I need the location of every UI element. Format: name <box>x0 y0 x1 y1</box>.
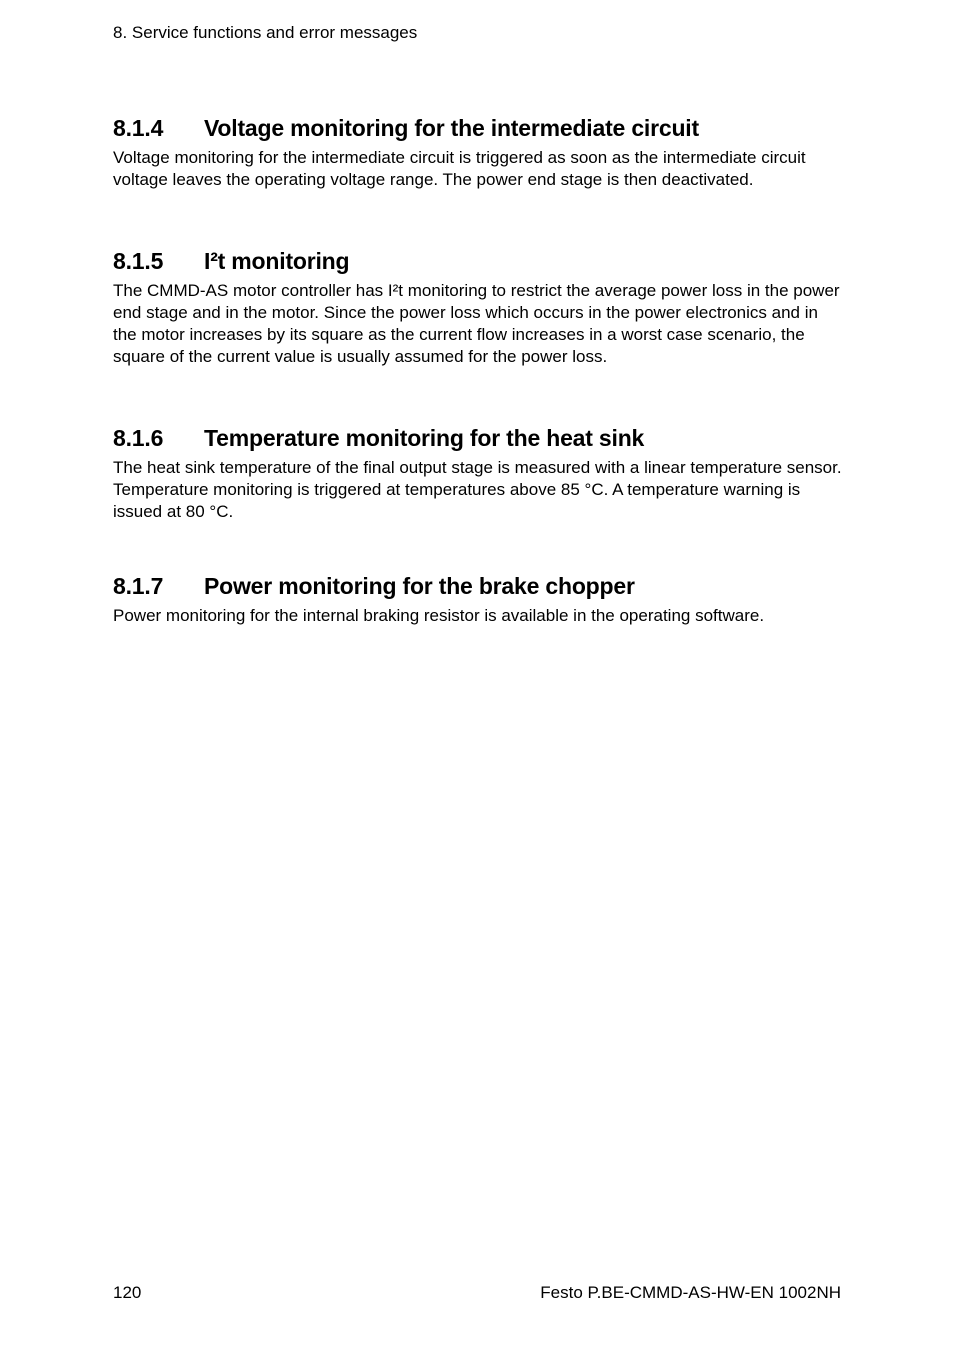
section-number: 8.1.4 <box>113 115 164 141</box>
running-header: 8. Service functions and error messages <box>113 23 418 42</box>
section-number: 8.1.7 <box>113 573 164 599</box>
section-heading <box>113 113 843 143</box>
section-title: Power monitoring for the brake chopper <box>204 573 635 599</box>
page-number: 120 <box>113 1283 142 1302</box>
section-heading <box>113 571 843 601</box>
section-number: 8.1.5 <box>113 248 164 274</box>
section-number: 8.1.6 <box>113 425 164 451</box>
section-title: I²t monitoring <box>204 248 350 274</box>
section-body: Power monitoring for the internal braking resistor is available in the operating software. <box>113 606 765 625</box>
document-id: Festo P.BE-CMMD-AS-HW-EN 1002NH <box>540 1283 841 1302</box>
section-8-1-5 <box>113 246 843 368</box>
section-body: The heat sink temperature of the final output stage is measured with a linear temperature sensor. Temperature monitoring is triggered at temperatures above 85 °C. A temperature warning is issued at 80 °C. <box>113 458 842 521</box>
section-8-1-6 <box>113 423 843 523</box>
section-title: Voltage monitoring for the intermediate circuit <box>204 115 699 141</box>
section-8-1-4 <box>113 113 843 191</box>
section-heading <box>113 246 843 276</box>
section-8-1-7 <box>113 571 843 627</box>
section-heading <box>113 423 843 453</box>
section-body: Voltage monitoring for the intermediate circuit is triggered as soon as the intermediate circuit voltage leaves the operating voltage range. The power end stage is then deactivated. <box>113 148 806 189</box>
section-body: The CMMD-AS motor controller has I²t monitoring to restrict the average power loss in the power end stage and in the motor. Since the power loss which occurs in the power electronics and in the motor increases by its square as the current flow increases in a worst case scenario, the square of the current value is usually assumed for the power loss. <box>113 281 840 366</box>
section-title: Temperature monitoring for the heat sink <box>204 425 645 451</box>
